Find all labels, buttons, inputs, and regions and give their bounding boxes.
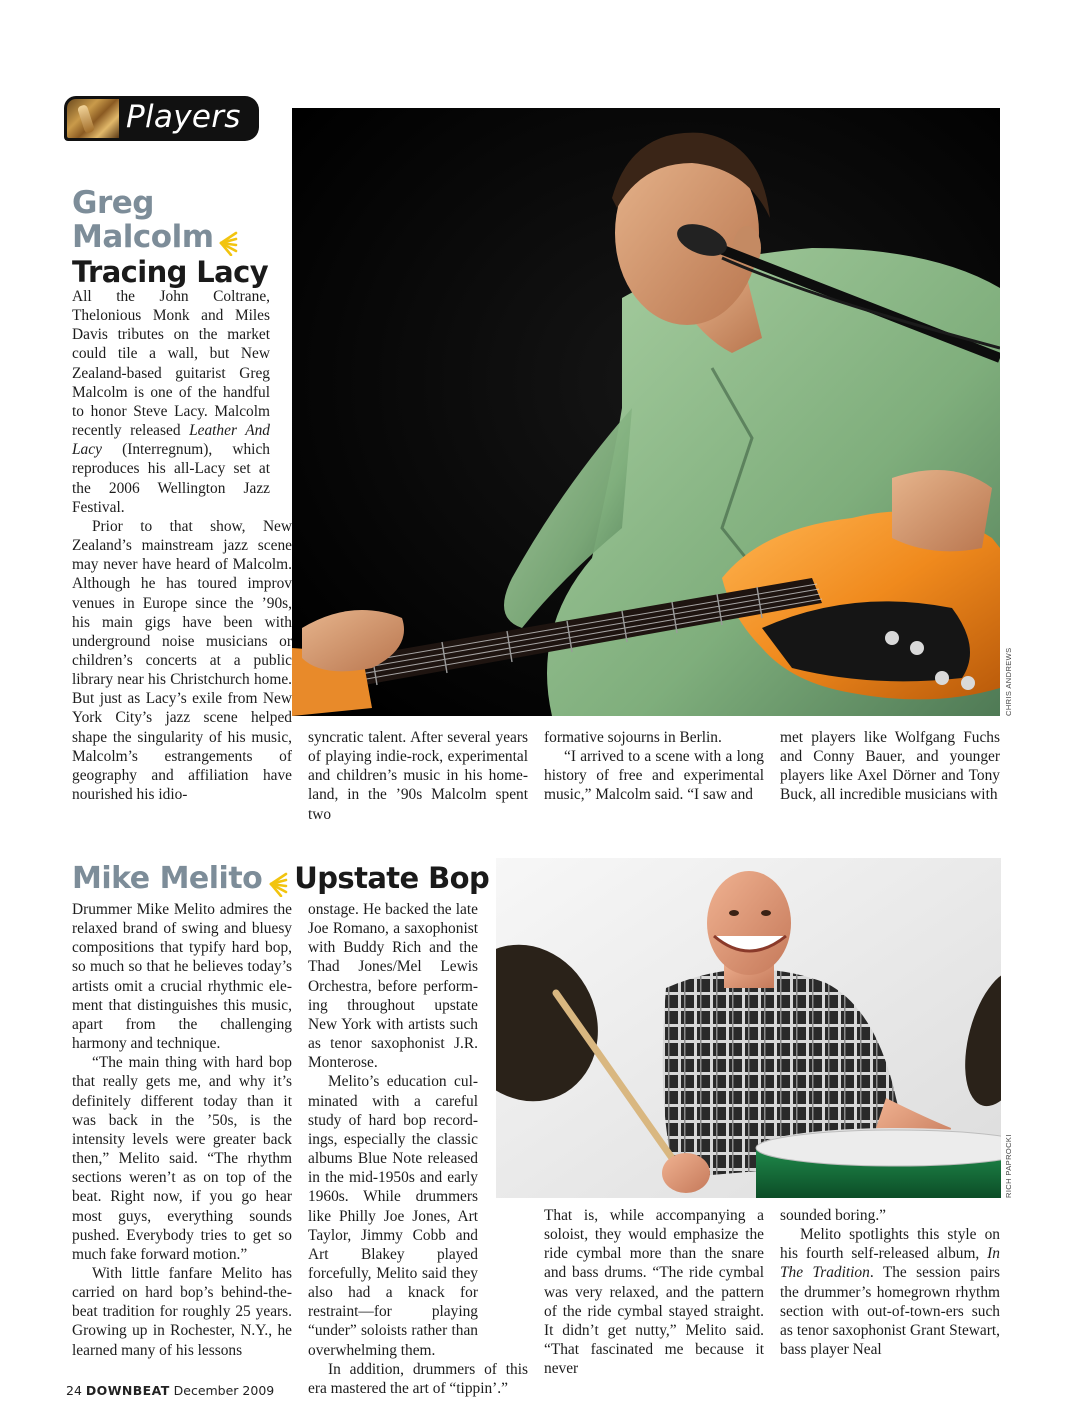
photo-credit-chris-andrews: CHRIS ANDREWS <box>1004 647 1013 716</box>
article2-column-2: onstage. He backed the late Joe Romano, a saxophonist with Buddy Rich and the Thad Jones/Mel Lewis Orchestra, before perform-ing throughout upstate New York with artists such as tenor saxophonist J.R. Monterose. Melito’s education cul-minated with a careful study of hard bop record-ings, especially the classic albums Blue Note released in the mid-1950s and early 1960s. While drummers like Philly Joe Jones, Art Taylor, Jimmy Cobb and Art Blakey played forcefully, Melito said they also had a knack for restraint—for playing “under” soloists rather than overwhelming them. In addition, drummers of this era mastered the art of “tippin’.” <box>308 901 528 1397</box>
page-footer <box>66 1383 274 1398</box>
article2-headline <box>72 862 489 897</box>
guitarist-illustration <box>292 108 1000 716</box>
issue-date: December 2009 <box>173 1383 275 1398</box>
section-tag-label: Players <box>126 99 241 135</box>
article1-column-2: syncratic talent. After several years of playing indie-rock, experimental and children’s music in his home-land, in the ’90s Malcolm spent two <box>308 729 528 823</box>
article1-col1-paragraph-1: All the John Coltrane, Thelonious Monk and Miles Davis tributes on the market could tile a wall, but New Zealand-based guitarist Greg Malcolm is one of the handful to honor Steve Lacy. Malcolm recently released Leather And Lacy (Interregnum), which reproduces his all-Lacy set at the 2006 Wellington Jazz Festival. <box>72 288 270 516</box>
article1-name-line1: Greg <box>72 185 154 221</box>
sunburst-icon <box>218 230 238 256</box>
article2-subtitle: Upstate Bop <box>294 861 490 895</box>
article1-column-4: met players like Wolfgang Fuchs and Conny Bauer, and younger players like Axel Dörner and Tony Buck, all incredible musicians with <box>780 729 1000 804</box>
mike-melito-photo <box>496 858 1001 1198</box>
article2-column-4: sounded boring.” Melito spotlights this style on his fourth self-released album, In The Tradition. The session pairs the drummer’s homegrown rhythm section with out-of-town-ers such as tenor saxophonist Grant Stewart, bass player Neal <box>780 1207 1000 1359</box>
article1-subtitle: Tracing Lacy <box>72 255 269 290</box>
photo-credit-rich-paprocki: RICH PAPROCKI <box>1004 1134 1013 1198</box>
saxophone-thumbnail <box>67 99 119 138</box>
drummer-illustration <box>496 858 1001 1198</box>
album-title: Leather And Lacy <box>72 422 270 459</box>
article1-name-row <box>72 220 268 256</box>
section-tag <box>64 96 259 141</box>
greg-malcolm-photo <box>292 108 1000 716</box>
article2-name: Mike Melito <box>72 861 263 896</box>
magazine-name: DOWNBEAT <box>85 1383 170 1398</box>
album-title: In The Tradition <box>780 1245 1000 1282</box>
sunburst-icon <box>268 871 288 897</box>
article1-column-3: formative sojourns in Berlin. “I arrived to a scene with a long history of free and experimental music,” Malcolm said. “I saw and <box>544 729 764 804</box>
article1-headline <box>72 186 268 288</box>
article1-name-line2: Malcolm <box>72 219 214 255</box>
article2-column-1: Drummer Mike Melito admires the relaxed brand of swing and bluesy compositions that typify hard bop, so much so that he believes today’s artists omit a crucial rhythmic ele-ment that distinguishes this music, apart from the challenging harmony and technique. “The main thing with hard bop that really gets me, and why it’s definitely different today than it was back in the ’50s, is the intensity levels were greater back then,” Melito said. “The rhythm sections weren’t as on top of the beat. Right now, if you go hear most guys, everything sounds pushed. Everybody tries to get so much fake forward motion.” With little fanfare Melito has carried on hard bop’s behind-the-beat tradition for roughly 25 years. Growing up in Rochester, N.Y., he learned many of his lessons <box>72 901 292 1359</box>
article2-column-3: That is, while accompanying a soloist, they would emphasize the ride cymbal more than the snare and bass drums. “The ride cymbal was very relaxed, and the pattern of the ride cymbal stayed straight. It didn’t get nutty,” Melito said. “That fascinated me because it never <box>544 1207 764 1378</box>
page-number: 24 <box>66 1383 82 1398</box>
article1-column-1 <box>72 287 292 804</box>
article1-col1-paragraph-2: Prior to that show, New Zealand’s mainstream jazz scene may never have heard of Malcolm. Although he has toured improv venues in Europe since the ’90s, his main gigs have been with underground noise musicians or children’s concerts at a public library near his Christchurch home. But just as Lacy’s exile from New York City’s jazz scene helped shape the singularity of his music, Malcolm’s estrangements of geography and affiliation have nourished his idio- <box>72 517 292 804</box>
